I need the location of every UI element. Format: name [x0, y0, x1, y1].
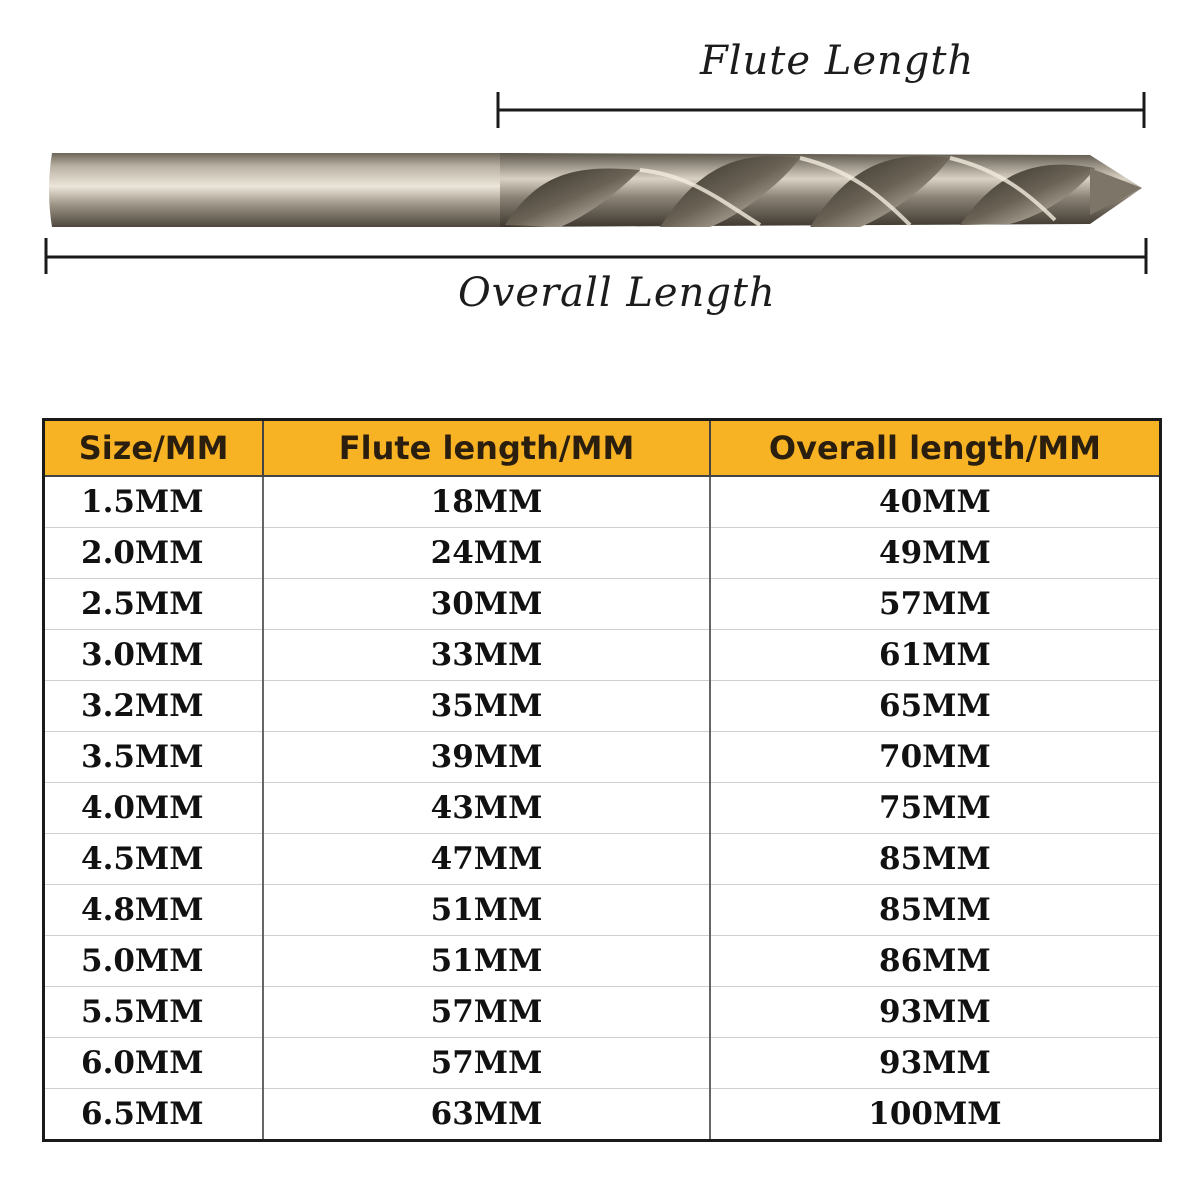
cell-overall-length: 75MM	[710, 783, 1161, 834]
drill-size-table	[42, 418, 1162, 1142]
cell-size: 5.5MM	[44, 987, 264, 1038]
table-row	[44, 528, 1161, 579]
cell-flute-length: 18MM	[263, 476, 710, 528]
cell-flute-length: 43MM	[263, 783, 710, 834]
table-row	[44, 476, 1161, 528]
cell-flute-length: 63MM	[263, 1089, 710, 1141]
drill-shank	[49, 153, 500, 227]
table-row	[44, 1089, 1161, 1141]
cell-flute-length: 47MM	[263, 834, 710, 885]
cell-size: 4.8MM	[44, 885, 264, 936]
drill-bit	[49, 153, 1142, 227]
cell-overall-length: 100MM	[710, 1089, 1161, 1141]
cell-size: 2.5MM	[44, 579, 264, 630]
cell-size: 5.0MM	[44, 936, 264, 987]
table-row	[44, 885, 1161, 936]
cell-flute-length: 35MM	[263, 681, 710, 732]
table-row	[44, 1038, 1161, 1089]
cell-overall-length: 86MM	[710, 936, 1161, 987]
flute-length-dimension	[498, 92, 1144, 128]
cell-flute-length: 51MM	[263, 885, 710, 936]
table-row	[44, 834, 1161, 885]
table-row	[44, 783, 1161, 834]
cell-overall-length: 49MM	[710, 528, 1161, 579]
cell-flute-length: 24MM	[263, 528, 710, 579]
cell-flute-length: 39MM	[263, 732, 710, 783]
cell-size: 6.0MM	[44, 1038, 264, 1089]
cell-size: 4.0MM	[44, 783, 264, 834]
cell-size: 1.5MM	[44, 476, 264, 528]
table-row	[44, 987, 1161, 1038]
cell-size: 3.5MM	[44, 732, 264, 783]
flute-length-label: Flute Length	[700, 38, 975, 84]
cell-overall-length: 85MM	[710, 885, 1161, 936]
overall-length-label: Overall Length	[458, 270, 776, 316]
cell-overall-length: 85MM	[710, 834, 1161, 885]
overall-length-dimension	[46, 238, 1146, 274]
table-row	[44, 732, 1161, 783]
cell-overall-length: 57MM	[710, 579, 1161, 630]
header-overall-length: Overall length/MM	[710, 420, 1161, 477]
cell-size: 2.0MM	[44, 528, 264, 579]
cell-overall-length: 93MM	[710, 1038, 1161, 1089]
cell-overall-length: 65MM	[710, 681, 1161, 732]
cell-size: 4.5MM	[44, 834, 264, 885]
cell-overall-length: 61MM	[710, 630, 1161, 681]
cell-size: 6.5MM	[44, 1089, 264, 1141]
cell-flute-length: 51MM	[263, 936, 710, 987]
cell-flute-length: 57MM	[263, 987, 710, 1038]
header-size: Size/MM	[44, 420, 264, 477]
table-row	[44, 936, 1161, 987]
cell-flute-length: 33MM	[263, 630, 710, 681]
cell-flute-length: 57MM	[263, 1038, 710, 1089]
header-flute-length: Flute length/MM	[263, 420, 710, 477]
table-row	[44, 630, 1161, 681]
table-header-row	[44, 420, 1161, 477]
cell-size: 3.2MM	[44, 681, 264, 732]
table-row	[44, 681, 1161, 732]
cell-flute-length: 30MM	[263, 579, 710, 630]
cell-overall-length: 40MM	[710, 476, 1161, 528]
cell-overall-length: 93MM	[710, 987, 1161, 1038]
cell-overall-length: 70MM	[710, 732, 1161, 783]
cell-size: 3.0MM	[44, 630, 264, 681]
table-row	[44, 579, 1161, 630]
